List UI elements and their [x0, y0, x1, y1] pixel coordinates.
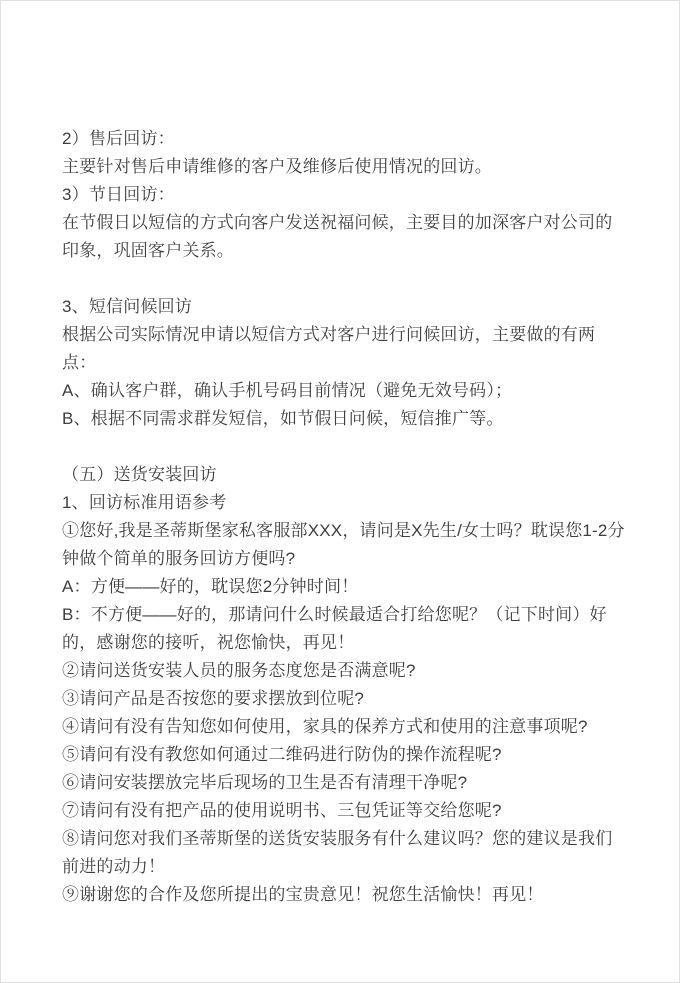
section-delivery-installation-callback [62, 461, 628, 909]
paragraph: （五）送货安装回访 [62, 465, 217, 484]
paragraph: 2）售后回访： [62, 129, 175, 148]
paragraph: A：方便——好的，耽误您2分钟时间！ [62, 577, 359, 596]
paragraph: ⑦请问有没有把产品的使用说明书、三包凭证等交给您呢? [62, 801, 502, 820]
paragraph: 根据公司实际情况申请以短信方式对客户进行问候回访，主要做的有两点： [62, 325, 596, 372]
paragraph: ②请问送货安装人员的服务态度您是否满意呢? [62, 661, 416, 680]
paragraph: B：不方便——好的，那请问什么时候最适合打给您呢？（记下时间）好的，感谢您的接听，祝您愉快，再见！ [62, 605, 607, 652]
section-after-sales-and-holiday-callback [62, 125, 628, 265]
paragraph: ⑧请问您对我们圣蒂斯堡的送货安装服务有什么建议吗？您的建议是我们前进的动力！ [62, 829, 613, 876]
paragraph: ⑥请问安装摆放完毕后现场的卫生是否有清理干净呢? [62, 773, 468, 792]
paragraph: 在节假日以短信的方式向客户发送祝福问候，主要目的加深客户对公司的印象，巩固客户关系。 [62, 213, 613, 260]
paragraph: 主要针对售后申请维修的客户及维修后使用情况的回访。 [62, 157, 492, 176]
document-content [62, 125, 628, 909]
paragraph: ⑤请问有没有教您如何通过二维码进行防伪的操作流程呢? [62, 745, 502, 764]
paragraph: 1、回访标准用语参考 [62, 493, 227, 512]
paragraph: ①您好,我是圣蒂斯堡家私客服部XXX，请问是X先生/女士吗？耽误您1-2分钟做个简单的服务回访方便吗? [62, 521, 625, 568]
paragraph: ③请问产品是否按您的要求摆放到位呢? [62, 689, 365, 708]
paragraph: ④请问有没有告知您如何使用，家具的保养方式和使用的注意事项呢? [62, 717, 588, 736]
paragraph: A、确认客户群，确认手机号码目前情况（避免无效号码）； [62, 381, 513, 400]
paragraph: ⑨谢谢您的合作及您所提出的宝贵意见！祝您生活愉快！再见！ [62, 885, 544, 904]
paragraph: B、根据不同需求群发短信，如节假日问候，短信推广等。 [62, 409, 504, 428]
section-sms-greeting-callback [62, 293, 628, 433]
paragraph: 3）节日回访： [62, 185, 175, 204]
paragraph: 3、短信问候回访 [62, 297, 193, 316]
